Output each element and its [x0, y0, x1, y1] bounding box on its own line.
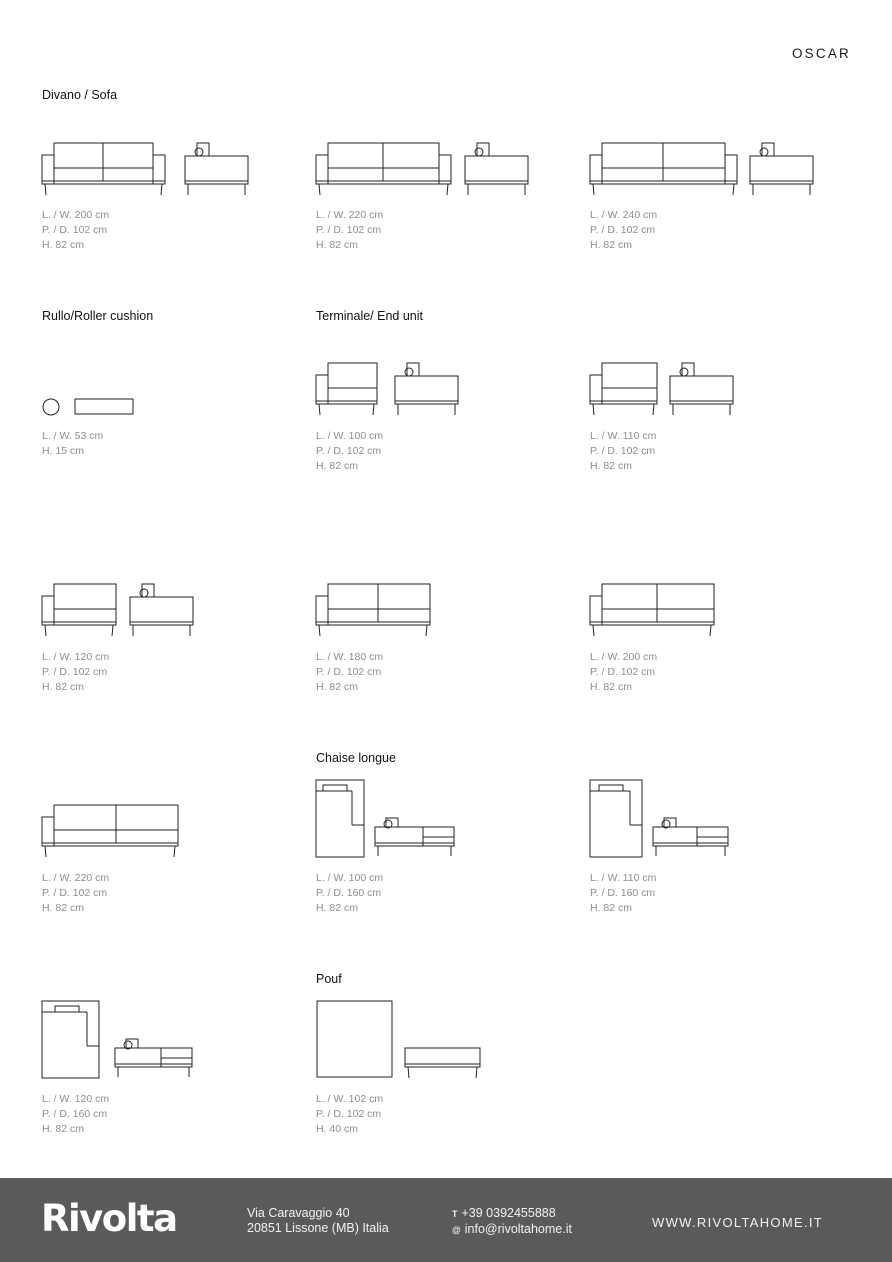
footer-address	[247, 1206, 389, 1236]
section-title-sofa: Divano / Sofa	[42, 88, 118, 102]
website-link[interactable]: WWW.RIVOLTAHOME.IT	[652, 1215, 823, 1230]
section-title-roller: Rullo/Roller cushion	[42, 309, 154, 323]
sofa-220-front-side-drawing	[316, 143, 528, 195]
end-unit-100-drawing	[316, 363, 460, 415]
spec-pouf-102: L. / W. 102 cm P. / D. 102 cm H. 40 cm	[316, 1093, 384, 1135]
chaise-110-drawing	[590, 780, 730, 858]
rivolta-logo: Rivolta	[41, 1197, 177, 1240]
section-title-pouf: Pouf	[316, 972, 342, 986]
spec-roller-53: L. / W. 53 cm H. 15 cm	[42, 430, 104, 457]
page-brand-title: OSCAR	[791, 46, 851, 61]
chaise-100-drawing	[316, 780, 456, 858]
spec-end-200: L. / W. 200 cm P. / D. 102 cm H. 82 cm	[590, 651, 658, 693]
footer	[0, 1178, 892, 1262]
spec-end-180: L. / W. 180 cm P. / D. 102 cm H. 82 cm	[316, 651, 384, 693]
spec-end-120: L. / W. 120 cm P. / D. 102 cm H. 82 cm	[42, 651, 110, 693]
spec-sofa-240: L. / W. 240 cm P. / D. 102 cm H. 82 cm	[590, 209, 658, 251]
roller-cushion-drawing	[42, 398, 134, 416]
end-unit-220-drawing	[42, 805, 180, 858]
section-title-end-unit: Terminale/ End unit	[316, 309, 424, 323]
spec-sofa-200: L. / W. 200 cm P. / D. 102 cm H. 82 cm	[42, 209, 110, 251]
spec-chaise-110: L. / W. 110 cm P. / D. 160 cm H. 82 cm	[590, 872, 657, 914]
address-line-1: Via Caravaggio 40	[247, 1206, 350, 1220]
spec-chaise-100: L. / W. 100 cm P. / D. 160 cm H. 82 cm	[316, 872, 384, 914]
footer-contact	[452, 1206, 572, 1238]
spec-sofa-220: L. / W. 220 cm P. / D. 102 cm H. 82 cm	[316, 209, 384, 251]
email-line[interactable]	[452, 1222, 572, 1238]
phone-icon: T	[452, 1209, 458, 1219]
end-unit-110-drawing	[590, 363, 735, 415]
phone-number: +39 0392455888	[461, 1206, 556, 1220]
end-unit-120-drawing	[42, 584, 194, 636]
end-unit-180-drawing	[316, 584, 431, 636]
end-unit-200-drawing	[590, 584, 715, 636]
spec-end-110: L. / W. 110 cm P. / D. 102 cm H. 82 cm	[590, 430, 657, 472]
spec-end-220: L. / W. 220 cm P. / D. 102 cm H. 82 cm	[42, 872, 110, 914]
sofa-240-front-side-drawing	[590, 143, 814, 195]
spec-chaise-120: L. / W. 120 cm P. / D. 160 cm H. 82 cm	[42, 1093, 110, 1135]
email-address: info@rivoltahome.it	[464, 1222, 572, 1236]
address-line-2: 20851 Lissone (MB) Italia	[247, 1221, 389, 1235]
sofa-200-front-side-drawing	[42, 143, 248, 195]
email-icon: @	[452, 1225, 461, 1235]
pouf-drawing	[316, 1001, 482, 1079]
spec-end-100: L. / W. 100 cm P. / D. 102 cm H. 82 cm	[316, 430, 384, 472]
chaise-120-drawing	[42, 1001, 194, 1079]
phone-line[interactable]	[452, 1206, 572, 1222]
section-title-chaise: Chaise longue	[316, 751, 396, 765]
